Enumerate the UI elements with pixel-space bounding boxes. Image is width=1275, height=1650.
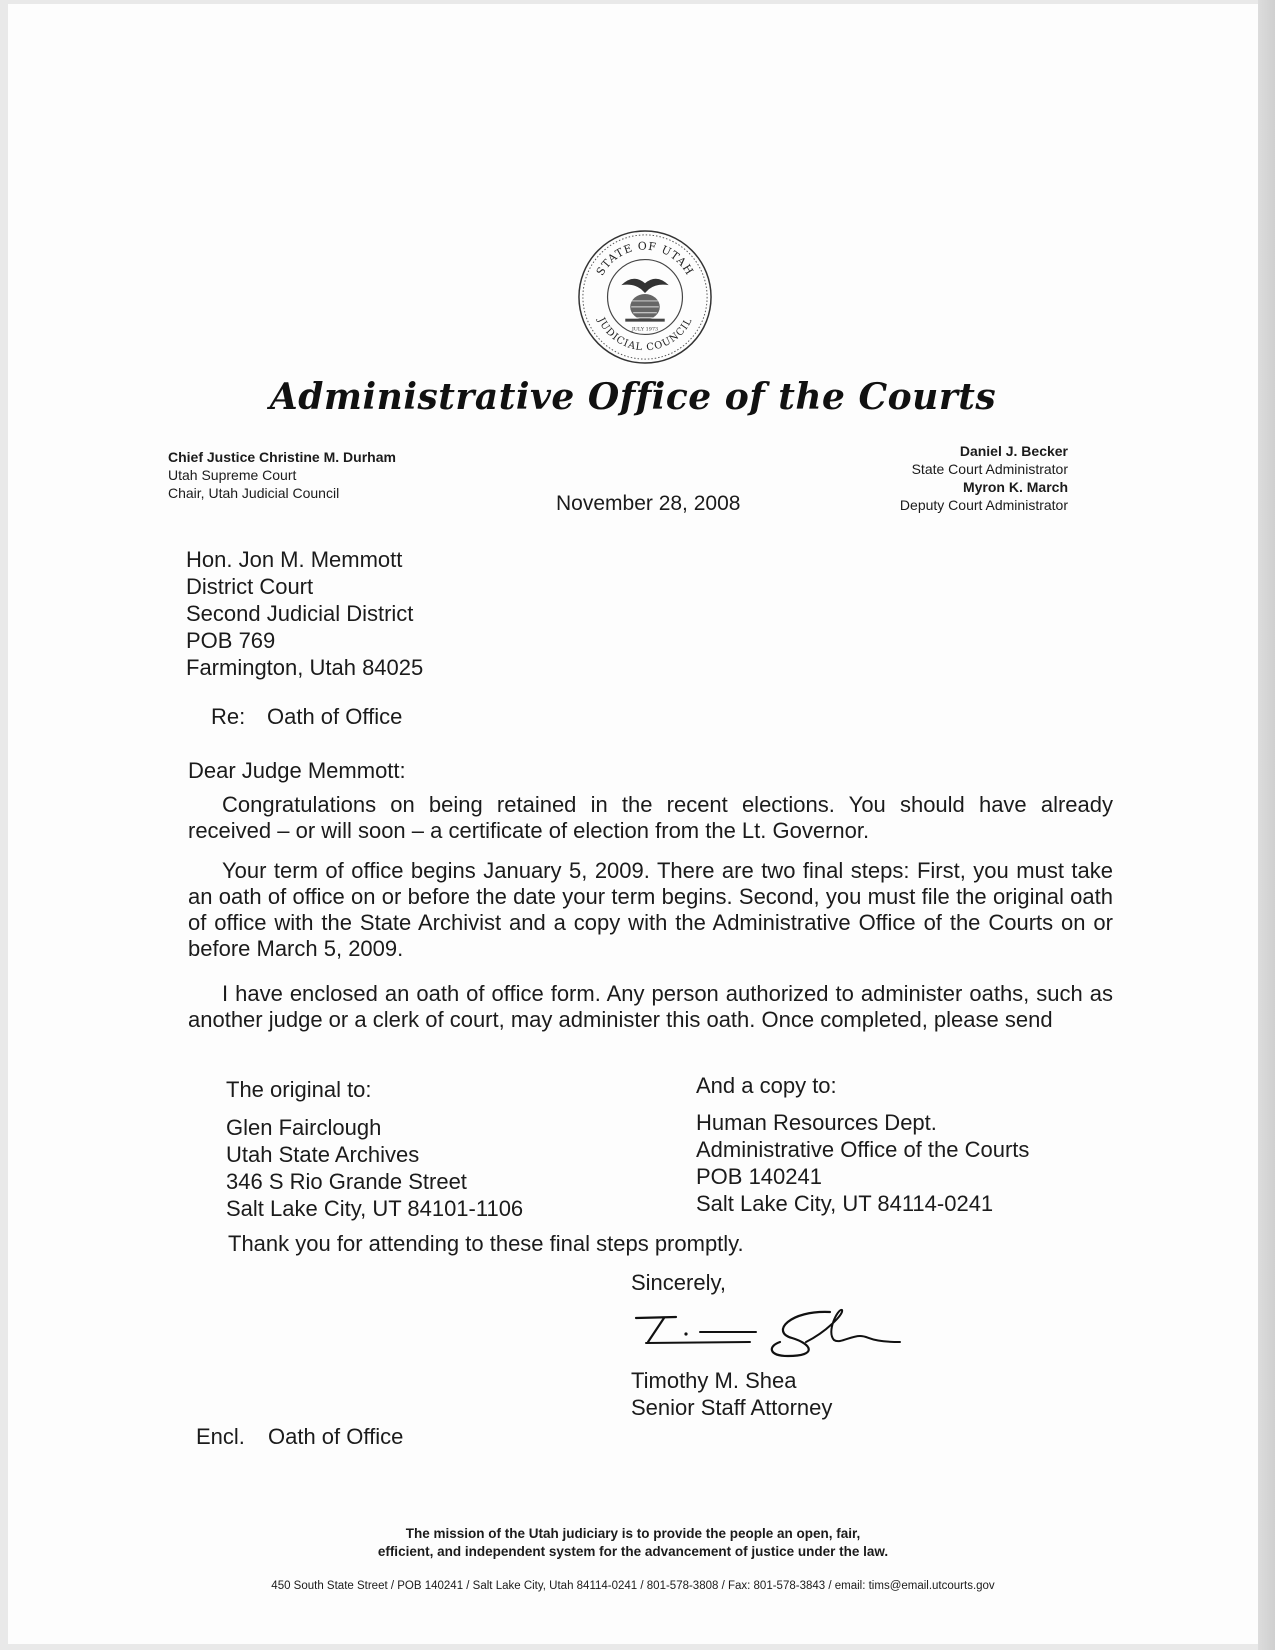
enclosure-item: Oath of Office	[268, 1424, 404, 1449]
copy-to-line2: Administrative Office of the Courts	[696, 1137, 1030, 1162]
paragraph-1	[188, 792, 1113, 844]
closing-sincerely: Sincerely,	[631, 1270, 726, 1295]
paragraph-2	[188, 858, 1113, 962]
copy-to-line4: Salt Lake City, UT 84114-0241	[696, 1191, 994, 1216]
signature-block	[631, 1367, 832, 1421]
original-to-line2: Utah State Archives	[226, 1142, 420, 1167]
mission-statement	[8, 1525, 1258, 1561]
letterhead-left-block	[168, 448, 396, 502]
recipient-line1: Hon. Jon M. Memmott	[186, 547, 403, 572]
page-edge-shadow	[1258, 0, 1275, 1650]
recipient-line4: POB 769	[186, 628, 276, 653]
deputy-administrator-name: Myron K. March	[962, 479, 1068, 495]
signer-title: Senior Staff Attorney	[631, 1395, 833, 1420]
re-line	[211, 704, 402, 730]
letterhead-right-block	[900, 442, 1068, 514]
seal-top-text: STATE OF UTAH	[593, 239, 697, 278]
thank-you-line: Thank you for attending to these final steps promptly.	[228, 1231, 744, 1256]
chief-justice-line2: Chair, Utah Judicial Council	[168, 485, 340, 501]
original-to-heading: The original to:	[226, 1077, 372, 1102]
paragraph-1-text: Congratulations on being retained in the recent elections. You should have already received – or will soon – a certificate of election from the Lt. Governor.	[188, 792, 1113, 843]
original-to-line3: 346 S Rio Grande Street	[226, 1169, 467, 1194]
footer-contact: 450 South State Street / POB 140241 / Salt Lake City, Utah 84114-0241 / 801-578-3808 / Fax: 801-578-3843 / email: tims@email.utcourts.gov	[271, 1580, 995, 1592]
paragraph-3	[188, 981, 1113, 1033]
paragraph-3-text: I have enclosed an oath of office form. Any person authorized to administer oaths, such as another judge or a clerk of court, may administer this oath. Once completed, please send	[188, 981, 1113, 1032]
salutation: Dear Judge Memmott:	[188, 758, 406, 783]
original-to-line4: Salt Lake City, UT 84101-1106	[226, 1196, 524, 1221]
mission-line1: The mission of the Utah judiciary is to provide the people an open, fair,	[405, 1526, 861, 1541]
copy-to-address	[696, 1109, 1029, 1217]
copy-to-line3: POB 140241	[696, 1164, 822, 1189]
copy-to-heading: And a copy to:	[696, 1073, 837, 1098]
letterhead-title: Administrative Office of the Courts	[269, 376, 997, 418]
svg-text:STATE OF UTAH	[594, 240, 697, 278]
enclosure-label: Encl.	[196, 1424, 245, 1449]
original-to-address	[226, 1114, 523, 1222]
re-label: Re:	[211, 704, 246, 729]
enclosure-line	[196, 1424, 403, 1450]
administrator-title: State Court Administrator	[911, 461, 1068, 477]
seal-date-text: JULY 1973	[631, 326, 659, 333]
administrator-name: Daniel J. Becker	[959, 443, 1068, 459]
original-to-line1: Glen Fairclough	[226, 1115, 382, 1140]
deputy-administrator-title: Deputy Court Administrator	[899, 497, 1068, 513]
letter-page	[8, 4, 1258, 1644]
recipient-line3: Second Judicial District	[186, 601, 414, 626]
judicial-council-seal	[576, 228, 714, 366]
copy-to-line1: Human Resources Dept.	[696, 1110, 937, 1135]
seal-bottom-text: JUDICIAL COUNCIL	[595, 315, 695, 354]
handwritten-signature	[630, 1302, 910, 1362]
signer-name: Timothy M. Shea	[631, 1368, 797, 1393]
chief-justice-line1: Utah Supreme Court	[168, 467, 297, 483]
mission-line2: efficient, and independent system for the advancement of justice under the law.	[377, 1544, 889, 1559]
paragraph-2-text: Your term of office begins January 5, 2009. There are two final steps: First, you must take an oath of office on or before the date your term begins. Second, you must file the original oath of office with the State Archivist and a copy with the Administrative Office of the Courts on or before March 5, 2009.	[188, 858, 1113, 961]
re-subject: Oath of Office	[267, 704, 403, 729]
recipient-address	[186, 546, 423, 681]
chief-justice-name: Chief Justice Christine M. Durham	[168, 449, 396, 465]
recipient-line2: District Court	[186, 574, 314, 599]
letter-date: November 28, 2008	[556, 492, 741, 515]
recipient-line5: Farmington, Utah 84025	[186, 655, 424, 680]
